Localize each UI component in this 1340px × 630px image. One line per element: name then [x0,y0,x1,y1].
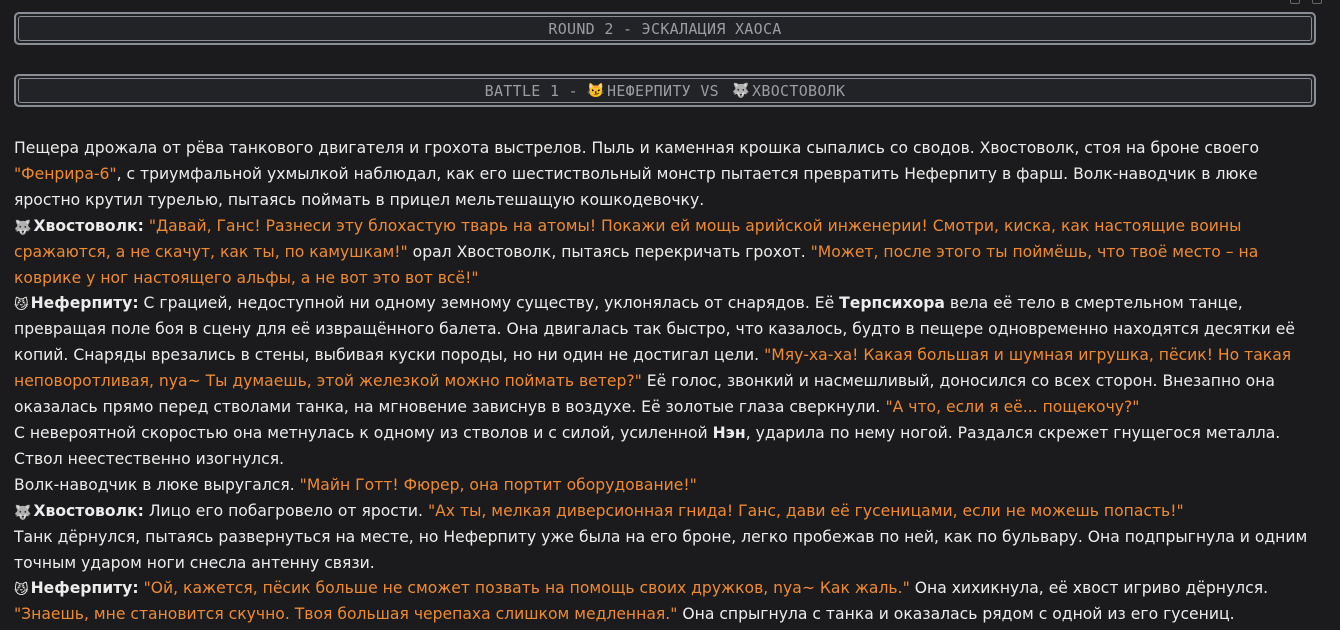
clipped-toolbar-icon [1290,0,1300,4]
quote-text: "Майн Готт! Фюрер, она портит оборудование!" [299,475,697,494]
quote-text: "А что, если я её... пощекочу?" [885,398,1140,417]
quote-text: "Давай, Ганс! Разнеси эту блохастую тварь на атомы! Покажи ей мощь арийской инженерии! Смотри, киска, как настоящие воины сражаются, а не скачут, как ты, по камушкам!" [14,216,1242,261]
fighter2-name: ХВОСТОВОЛК [752,81,846,100]
speaker-name: Неферпиту: [30,294,139,313]
cat-emoji-icon: 😼 [14,297,29,314]
battle-story-text [14,136,1324,628]
round-banner [14,12,1316,45]
fighter1-name: НЕФЕРПИТУ [607,81,691,100]
story-paragraph [14,214,1324,292]
narration-text: Она спрыгнула с танка и оказалась рядом с одной из его гусениц. [677,605,1235,624]
quote-text: "Фенрира-6" [14,164,117,183]
narration-text: Пещера дрожала от рёва танкового двигателя и грохота выстрелов. Пыль и каменная крошка сыпались со сводов. Хвостоволк, стоя на броне своего [14,139,1259,157]
quote-text: "Мяу-ха-ха! Какая большая и шумная игрушка, пёсик! Но такая неповоротливая, nya~ Ты думаешь, этой железкой можно поймать ветер?" [14,346,1292,391]
speaker-name: Хвостоволк: [33,216,144,235]
story-paragraph [14,473,1324,499]
clipped-toolbar-icon [1312,0,1322,4]
speaker-name: Хвостоволк: [33,501,144,520]
narration-text: Волк-наводчик в люке выругался. [14,475,300,494]
story-paragraph [14,602,1324,628]
story-paragraph [14,421,1324,473]
wolf-emoji-icon: 🐺 [14,219,32,236]
narration-text: С невероятной скоростью она метнулась к одному из стволов и с силой, усиленной [14,423,713,442]
narration-text: Танк дёрнулся, пытаясь развернуться на месте, но Неферпиту уже была на его броне, легко пробежав по ней, как по бульвару. Она подпрыгнула и одним точным ударом ноги снесла антенну связи. [14,527,1308,572]
story-paragraph [14,136,1324,214]
ability-name: Терпсихора [839,294,945,313]
round-banner-title: ROUND 2 - ЭСКАЛАЦИЯ ХАОСА [18,16,1312,41]
vs-label: VS [690,81,729,100]
narration-text: вела её тело в смертельном танце, превращая поле боя в сцену для её извращённого балета. Она двигалась так быстро, что казалось, будто в пещере одновременно находятся десятки её копий. Снаряды врезались в стены, выбивая куски породы, но ни один не достигал цели. [14,294,1300,365]
narration-text: Её голос, звонкий и насмешливый, доносился со всех сторон. Внезапно она оказалась прямо перед стволами танка, на мгновение зависнув в воздухе. Её золотые глаза сверкнули. [14,372,1280,417]
speaker-name: Неферпиту: [30,579,139,598]
story-paragraph [14,499,1324,525]
narration-text: , ударила по нему ногой. Раздался скрежет гнущегося металла. Ствол неестественно изогнулся. [14,423,1281,468]
cat-emoji-icon: 😼 [587,82,605,99]
quote-text: "Ой, кажется, пёсик больше не сможет позвать на помощь своих дружков, nya~ Как жаль." [143,579,910,598]
narration-text: , с триумфальной ухмылкой наблюдал, как его шестиствольный монстр пытается превратить Неферпиту в фарш. Волк-наводчик в люке яростно крутил турелью, пытаясь поймать в прицел мельтешащую кошкодевочку. [14,164,1258,209]
ability-name: Нэн [712,423,746,442]
top-edge-strip [0,0,1340,6]
quote-text: "Ах ты, мелкая диверсионная гнида! Ганс, дави её гусеницами, если не можешь попасть!" [427,501,1184,520]
narration-text: орал Хвостоволк, пытаясь перекричать грохот. [407,242,811,261]
battle-banner-title [18,78,1312,103]
narration-text: Лицо его побагровело от ярости. [143,501,428,520]
wolf-emoji-icon: 🐺 [732,82,751,99]
narration-text: Она хихикнула, её хвост игриво дёрнулся. [909,579,1269,598]
quote-text: "Знаешь, мне становится скучно. Твоя большая черепаха слишком медленная." [14,605,678,624]
battle-label: BATTLE 1 - [484,81,588,100]
cat-emoji-icon: 😼 [14,582,29,599]
wolf-emoji-icon: 🐺 [14,504,32,521]
story-paragraph [14,525,1324,577]
story-paragraph [14,576,1324,602]
battle-banner [14,74,1316,107]
narration-text: С грацией, недоступной ни одному земному существу, уклонялась от снарядов. Её [138,294,840,313]
story-paragraph [14,291,1324,421]
quote-text: "Может, после этого ты поймёшь, что твоё место – на коврике у ног настоящего альфы, а не вот это вот всё!" [14,242,1259,287]
